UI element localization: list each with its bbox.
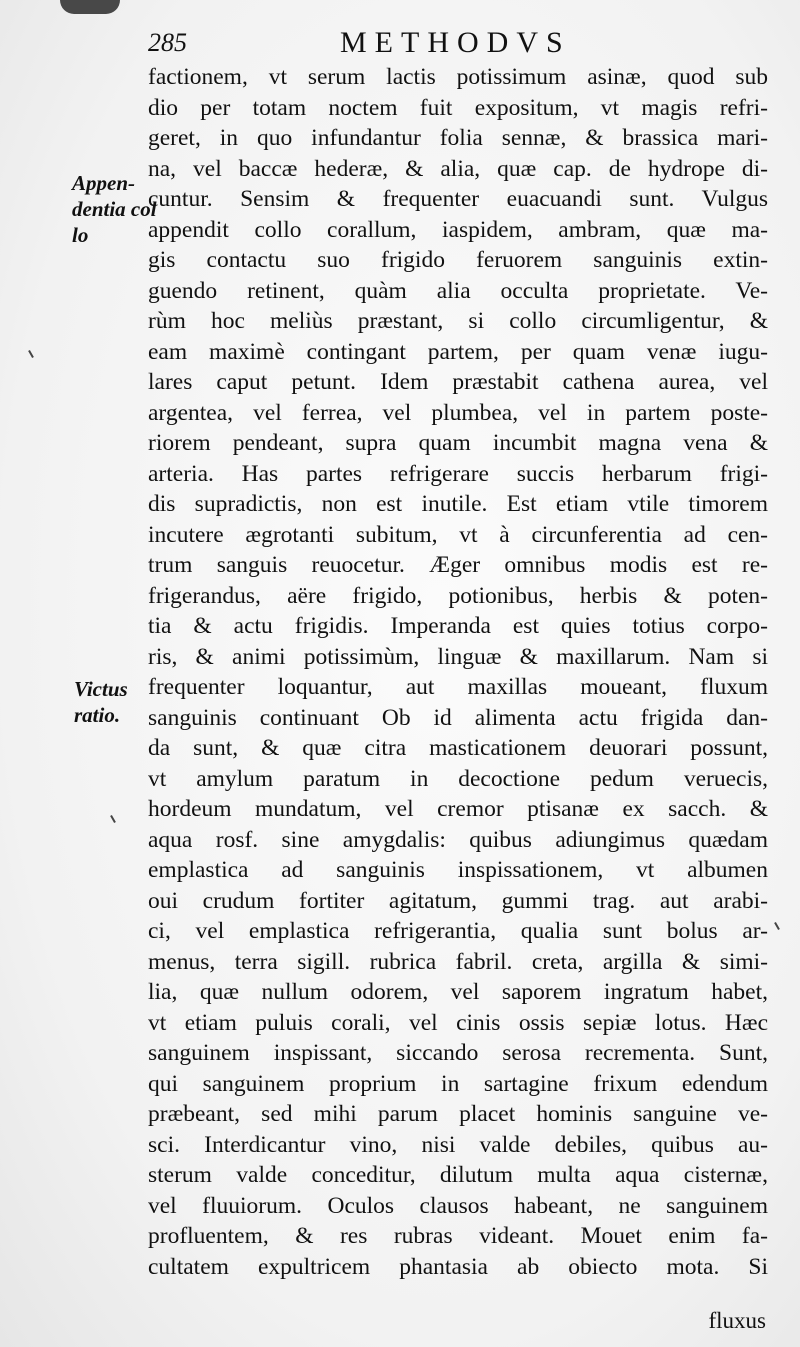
text-line: frequenter loquantur, aut maxillas moueant, fluxum — [148, 674, 768, 700]
stray-mark — [774, 922, 780, 930]
text-line: frigerandus, aëre frigido, potionibus, herbis & poten- — [148, 582, 768, 609]
text-line: lia, quæ nullum odorem, vel saporem ingratum habet, — [148, 979, 768, 1005]
text-line: trum sanguis reuocetur. Æger omnibus modis est re- — [148, 552, 768, 578]
text-line: factionem, vt serum lactis potissimum asinæ, quod sub — [148, 64, 768, 90]
text-line: eam maximè contingant partem, per quam venæ iugu- — [148, 338, 768, 365]
text-line: vt amylum paratum in decoctione pedum veruecis, — [148, 765, 768, 792]
running-title: METHODVS — [340, 26, 571, 59]
text-line: cultatem expultricem phantasia ab obiecto mota. Si — [148, 1253, 768, 1280]
scan-shadow — [60, 0, 120, 14]
body-text — [148, 62, 768, 1282]
margin-note-line: dentia col — [72, 197, 157, 221]
stray-mark — [110, 815, 116, 823]
text-line: dio per totam noctem fuit expositum, vt magis refri- — [148, 94, 768, 121]
margin-note-line: Appen- — [72, 171, 135, 195]
text-line: profluentem, & res rubras videant. Mouet enim fa- — [148, 1223, 768, 1249]
margin-note-appendentia — [72, 170, 158, 248]
stray-mark — [28, 350, 34, 358]
catchword: fluxus — [708, 1308, 766, 1333]
text-line: vt etiam puluis corali, vel cinis ossis sepiæ lotus. Hæc — [148, 1009, 768, 1036]
text-line: argentea, vel ferrea, vel plumbea, vel in partem poste- — [148, 399, 768, 426]
page-header — [148, 26, 768, 62]
text-line: da sunt, & quæ citra masticationem deuorari possunt, — [148, 735, 768, 761]
text-line: hordeum mundatum, vel cremor ptisanæ ex sacch. & — [148, 796, 768, 822]
text-line: sci. Interdicantur vino, nisi valde debiles, quibus au- — [148, 1131, 768, 1158]
text-line: sterum valde conceditur, dilutum multa aqua cisternæ, — [148, 1162, 768, 1188]
text-line: appendit collo corallum, iaspidem, ambram, quæ ma- — [148, 216, 768, 243]
margin-note-line: lo — [72, 223, 89, 247]
text-line: ci, vel emplastica refrigerantia, qualia sunt bolus ar- — [148, 918, 768, 944]
text-line: cuntur. Sensim & frequenter euacuandi sunt. Vulgus — [148, 186, 768, 212]
text-line: rùm hoc meliùs præstant, si collo circumligentur, & — [148, 308, 768, 334]
text-line: oui crudum fortiter agitatum, gummi trag. aut arabi- — [148, 887, 768, 914]
text-line: sanguinem inspissant, siccando serosa recrementa. Sunt, — [148, 1040, 768, 1066]
text-line: emplastica ad sanguinis inspissationem, vt albumen — [148, 857, 768, 883]
text-line: ris, & animi potissimùm, linguæ & maxillarum. Nam si — [148, 643, 768, 670]
text-line: præbeant, sed mihi parum placet hominis sanguine ve- — [148, 1101, 768, 1127]
text-line: incutere ægrotanti subitum, vt à circunferentia ad cen- — [148, 521, 768, 548]
text-line: menus, terra sigill. rubrica fabril. creta, argilla & simi- — [148, 948, 768, 975]
text-line: guendo retinent, quàm alia occulta proprietate. Ve- — [148, 277, 768, 304]
margin-note-line: ratio. — [74, 703, 121, 727]
text-line: qui sanguinem proprium in sartagine frixum edendum — [148, 1070, 768, 1097]
page-number: 285 — [148, 28, 187, 57]
text-line: lares caput petunt. Idem præstabit cathena aurea, vel — [148, 369, 768, 395]
text-line: tia & actu frigidis. Imperanda est quies totius corpo- — [148, 613, 768, 639]
text-line: riorem pendeant, supra quam incumbit magna vena & — [148, 430, 768, 456]
text-line: arteria. Has partes refrigerare succis herbarum frigi- — [148, 460, 768, 487]
text-line: vel fluuiorum. Oculos clausos habeant, ne sanguinem — [148, 1192, 768, 1219]
text-line: sanguinis continuant Ob id alimenta actu frigida dan- — [148, 704, 768, 731]
text-line: dis supradictis, non est inutile. Est etiam vtile timorem — [148, 491, 768, 517]
text-line: na, vel baccæ hederæ, & alia, quæ cap. de hydrope di- — [148, 155, 768, 182]
text-line: geret, in quo infundantur folia sennæ, & brassica mari- — [148, 125, 768, 151]
margin-note-line: Victus — [74, 677, 128, 701]
text-line: gis contactu suo frigido feruorem sanguinis extin- — [148, 247, 768, 273]
text-line: aqua rosf. sine amygdalis: quibus adiungimus quædam — [148, 826, 768, 853]
